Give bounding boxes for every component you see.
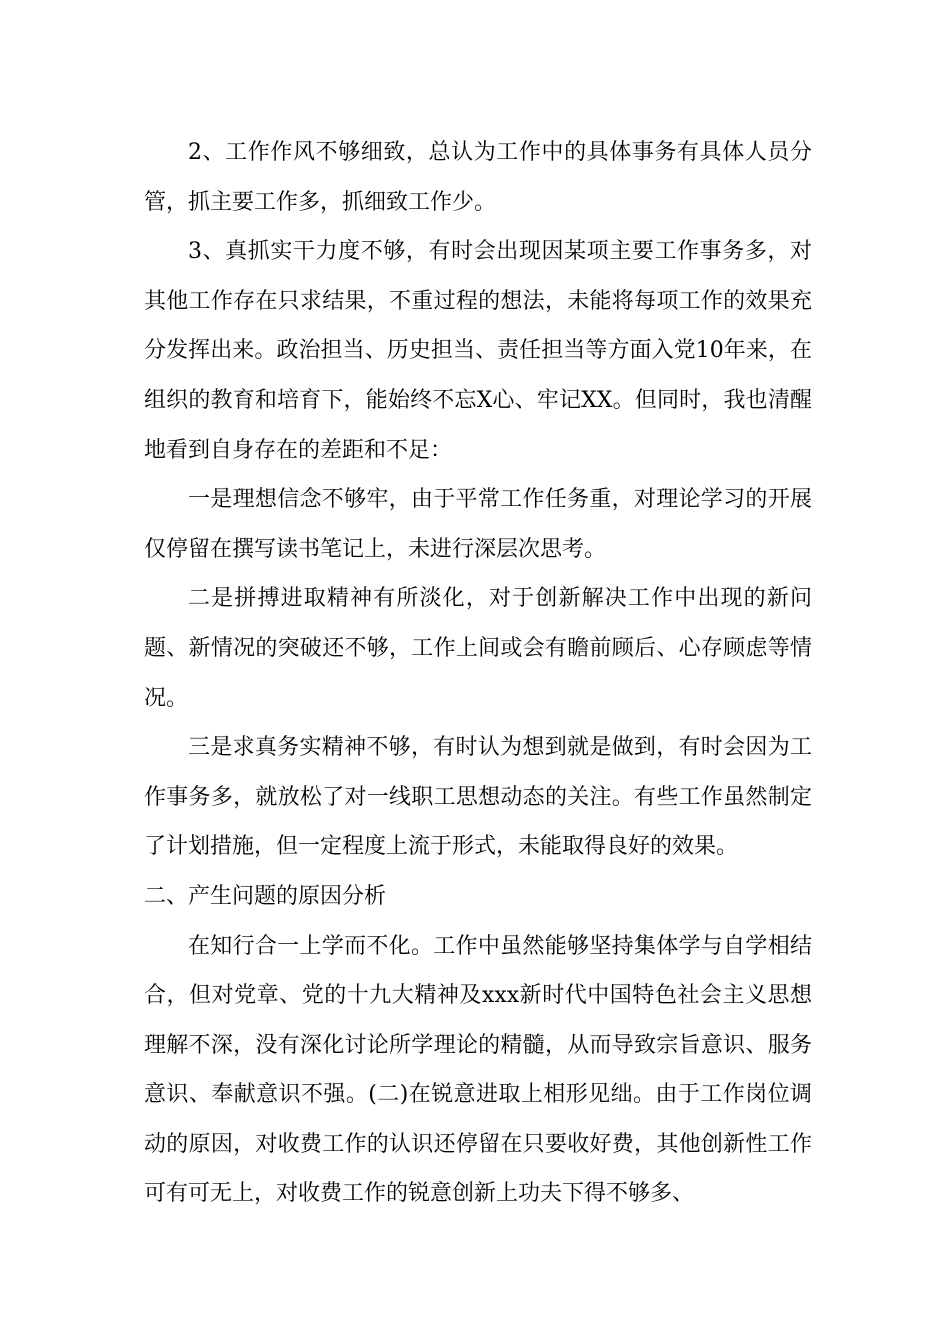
section-heading-causes: 二、产生问题的原因分析 — [144, 883, 387, 909]
paragraph-ideals: 一是理想信念不够牢，由于平常工作任务重，对理论学习的开展仅停留在撰写读书笔记上，未进行深层次思考。 — [144, 487, 812, 562]
paragraph-execution: 3、真抓实干力度不够，有时会出现因某项主要工作事务多，对其他工作存在只求结果，不重过程的想法，未能将每项工作的效果充分发挥出来。政治担当、历史担当、责任担当等方面入党10年来，在组织的教育和培育下，能始终不忘X心、牢记XX。但同时，我也清醒地看到自身存在的差距和不足： — [144, 239, 812, 463]
paragraph-knowledge-action: 在知行合一上学而不化。工作中虽然能够坚持集体学与自学相结合，但对党章、党的十九大精神及xxx新时代中国特色社会主义思想理解不深，没有深化讨论所学理论的精髓，从而导致宗旨意识、服务意识、奉献意识不强。(二)在锐意进取上相形见绌。由于工作岗位调动的原因，对收费工作的认识还停留在只要收好费，其他创新性工作可有可无上，对收费工作的锐意创新上功夫下得不够多、 — [144, 933, 812, 1207]
document-body — [144, 128, 812, 1219]
paragraph-pragmatism: 三是求真务实精神不够，有时认为想到就是做到，有时会因为工作事务多，就放松了对一线职工思想动态的关注。有些工作虽然制定了计划措施，但一定程度上流于形式，未能取得良好的效果。 — [144, 735, 812, 860]
paragraph-work-style: 2、工作作风不够细致，总认为工作中的具体事务有具体人员分管，抓主要工作多，抓细致工作少。 — [144, 140, 812, 215]
paragraph-striving: 二是拼搏进取精神有所淡化，对于创新解决工作中出现的新问题、新情况的突破还不够，工作上间或会有瞻前顾后、心存顾虑等情况。 — [144, 586, 812, 711]
